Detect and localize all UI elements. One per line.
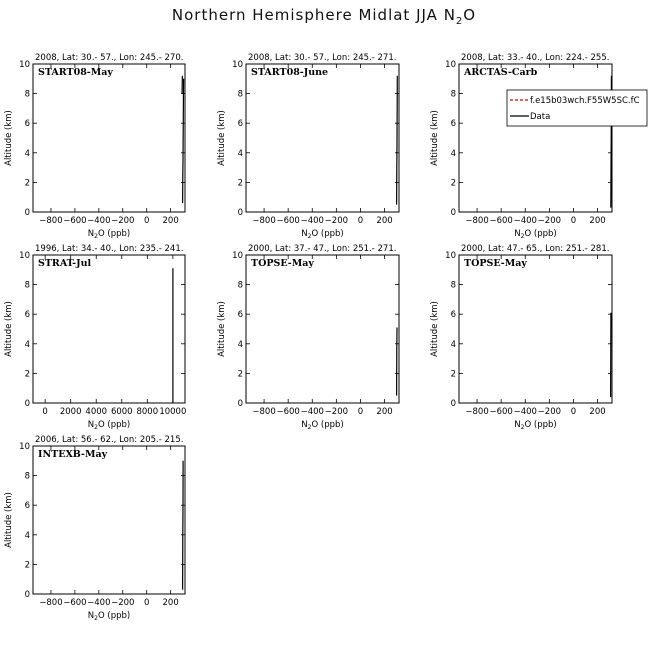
figure-title: Northern Hemisphere Midlat JJA $N_2O$: [171, 6, 477, 27]
plot-frame: [246, 64, 399, 212]
x-tick-label: 200: [162, 598, 179, 608]
panel-header: 2008, Lat: 30.- 57., Lon: 245.- 270.: [35, 53, 184, 63]
x-axis-label: $N_2O$ (ppb): [514, 229, 557, 240]
x-tick-label: −400: [87, 216, 111, 226]
y-tick-label: 2: [237, 178, 243, 189]
y-axis-label: Altitude (km): [430, 301, 440, 357]
y-tick-label: 10: [445, 251, 456, 261]
y-tick-label: 4: [237, 339, 243, 350]
y-tick-label: 10: [445, 60, 456, 70]
y-tick-label: 8: [24, 280, 30, 291]
x-tick-label: 0: [357, 407, 364, 417]
plot-frame: [459, 255, 612, 403]
x-axis-label: $N_2O$ (ppb): [87, 229, 131, 240]
panel-label: INTEXB-May: [38, 449, 108, 460]
y-tick-label: 4: [24, 530, 30, 541]
y-tick-label: 10: [19, 251, 30, 261]
y-tick-label: 2: [237, 369, 243, 380]
x-tick-label: 8000: [136, 407, 159, 417]
y-tick-label: 8: [450, 89, 456, 100]
x-tick-label: −200: [111, 216, 135, 226]
plot-frame: [459, 64, 612, 212]
x-tick-label: 0: [570, 216, 577, 226]
plot-frame: [33, 446, 185, 594]
y-tick-label: 10: [19, 442, 30, 452]
plot-frame: [33, 255, 185, 403]
x-tick-label: 10000: [159, 407, 187, 417]
y-tick-label: 2: [24, 560, 30, 571]
x-tick-label: −400: [300, 407, 324, 417]
panel-label: STRAT-Jul: [38, 258, 92, 269]
data-profile-line: [183, 79, 184, 203]
x-tick-label: −800: [465, 216, 489, 226]
chart-panel-4: [4, 244, 186, 431]
y-tick-label: 4: [450, 148, 456, 159]
panel-header: 2008, Lat: 33.- 40., Lon: 224.- 255.: [461, 53, 610, 63]
x-tick-label: −800: [465, 407, 489, 417]
chart-panel-3: [430, 53, 647, 240]
y-tick-label: 8: [237, 280, 243, 291]
x-tick-label: 0: [570, 407, 577, 417]
x-axis-label: $N_2O$ (ppb): [514, 420, 557, 431]
x-tick-label: −600: [63, 216, 87, 226]
y-tick-label: 10: [19, 60, 30, 70]
x-tick-label: 0: [143, 216, 150, 226]
chart-panel-2: [217, 53, 399, 240]
panel-label: TOPSE-May: [251, 258, 314, 269]
x-tick-label: −200: [324, 216, 349, 226]
y-tick-label: 4: [237, 148, 243, 159]
y-axis-label: Altitude (km): [217, 110, 227, 166]
panel-header: 2000, Lat: 37.- 47., Lon: 251.- 271.: [248, 244, 397, 254]
y-tick-label: 4: [450, 339, 456, 350]
y-tick-label: 6: [450, 310, 456, 321]
data-profile-line: [397, 76, 398, 205]
x-tick-label: −200: [537, 407, 562, 417]
y-tick-label: 2: [450, 369, 456, 380]
chart-panel-7: [4, 435, 185, 622]
y-tick-label: 0: [24, 399, 30, 409]
x-axis-label: $N_2O$ (ppb): [87, 420, 131, 431]
y-axis-label: Altitude (km): [4, 301, 14, 357]
x-tick-label: 200: [589, 216, 606, 226]
y-tick-label: 2: [24, 178, 30, 189]
plot-frame: [246, 255, 399, 403]
x-axis-label: $N_2O$ (ppb): [301, 420, 344, 431]
x-tick-label: −400: [87, 598, 111, 608]
panel-header: 1996, Lat: 34.- 40., Lon: 235.- 241.: [35, 244, 184, 254]
y-tick-label: 8: [24, 89, 30, 100]
y-tick-label: 2: [24, 369, 30, 380]
x-tick-label: −600: [489, 216, 513, 226]
x-tick-label: −400: [300, 216, 324, 226]
panel-label: ARCTAS-Carb: [464, 67, 538, 78]
y-tick-label: 0: [450, 399, 456, 409]
x-tick-label: −800: [39, 598, 63, 608]
panel-header: 2000, Lat: 47.- 65., Lon: 251.- 281.: [461, 244, 610, 254]
y-tick-label: 8: [450, 280, 456, 291]
x-tick-label: −200: [324, 407, 349, 417]
x-tick-label: 200: [589, 407, 606, 417]
x-tick-label: 2000: [59, 407, 82, 417]
y-tick-label: 4: [24, 148, 30, 159]
x-tick-label: −800: [39, 216, 63, 226]
y-tick-label: 6: [237, 310, 243, 321]
y-tick-label: 2: [450, 178, 456, 189]
x-tick-label: 200: [162, 216, 179, 226]
y-tick-label: 0: [450, 208, 456, 218]
x-tick-label: 0: [143, 598, 150, 608]
x-tick-label: −600: [63, 598, 87, 608]
x-tick-label: −200: [537, 216, 562, 226]
panel-label: START08-May: [38, 67, 113, 78]
y-tick-label: 6: [24, 501, 30, 512]
panel-header: 2008, Lat: 30.- 57., Lon: 245.- 271.: [248, 53, 397, 63]
x-tick-label: 200: [376, 407, 393, 417]
y-axis-label: Altitude (km): [217, 301, 227, 357]
x-axis-label: $N_2O$ (ppb): [301, 229, 344, 240]
x-tick-label: 0: [357, 216, 364, 226]
x-tick-label: 0: [42, 407, 48, 417]
y-tick-label: 6: [450, 119, 456, 130]
y-tick-label: 4: [24, 339, 30, 350]
x-tick-label: 6000: [110, 407, 133, 417]
data-profile-line: [183, 461, 184, 590]
chart-panel-6: [430, 244, 612, 431]
y-tick-label: 6: [24, 310, 30, 321]
y-tick-label: 0: [237, 208, 243, 218]
x-tick-label: −200: [111, 598, 135, 608]
legend-data-label: Data: [530, 112, 551, 122]
x-tick-label: −400: [513, 216, 537, 226]
x-tick-label: −800: [252, 407, 276, 417]
x-tick-label: 4000: [85, 407, 108, 417]
x-tick-label: −800: [252, 216, 276, 226]
x-tick-label: −600: [276, 407, 300, 417]
x-axis-label: $N_2O$ (ppb): [87, 611, 131, 622]
x-tick-label: −600: [276, 216, 300, 226]
y-axis-label: Altitude (km): [430, 110, 440, 166]
y-tick-label: 10: [232, 251, 243, 261]
legend-model-label: f.e15b03wch.F55W5SC.fC: [530, 96, 640, 106]
x-tick-label: 200: [376, 216, 393, 226]
y-axis-label: Altitude (km): [4, 110, 14, 166]
x-tick-label: −400: [513, 407, 537, 417]
y-tick-label: 0: [24, 208, 30, 218]
y-axis-label: Altitude (km): [4, 492, 14, 548]
y-tick-label: 0: [24, 590, 30, 600]
y-tick-label: 8: [237, 89, 243, 100]
panel-label: TOPSE-May: [464, 258, 527, 269]
y-tick-label: 6: [24, 119, 30, 130]
y-tick-label: 10: [232, 60, 243, 70]
x-tick-label: −600: [489, 407, 513, 417]
y-tick-label: 0: [237, 399, 243, 409]
panel-header: 2006, Lat: 56.- 62., Lon: 205.- 215.: [35, 435, 184, 445]
chart-panel-1: [4, 53, 185, 240]
y-tick-label: 8: [24, 471, 30, 482]
plot-frame: [33, 64, 185, 212]
panel-label: START08-June: [251, 67, 329, 78]
chart-panel-5: [217, 244, 399, 431]
y-tick-label: 6: [237, 119, 243, 130]
